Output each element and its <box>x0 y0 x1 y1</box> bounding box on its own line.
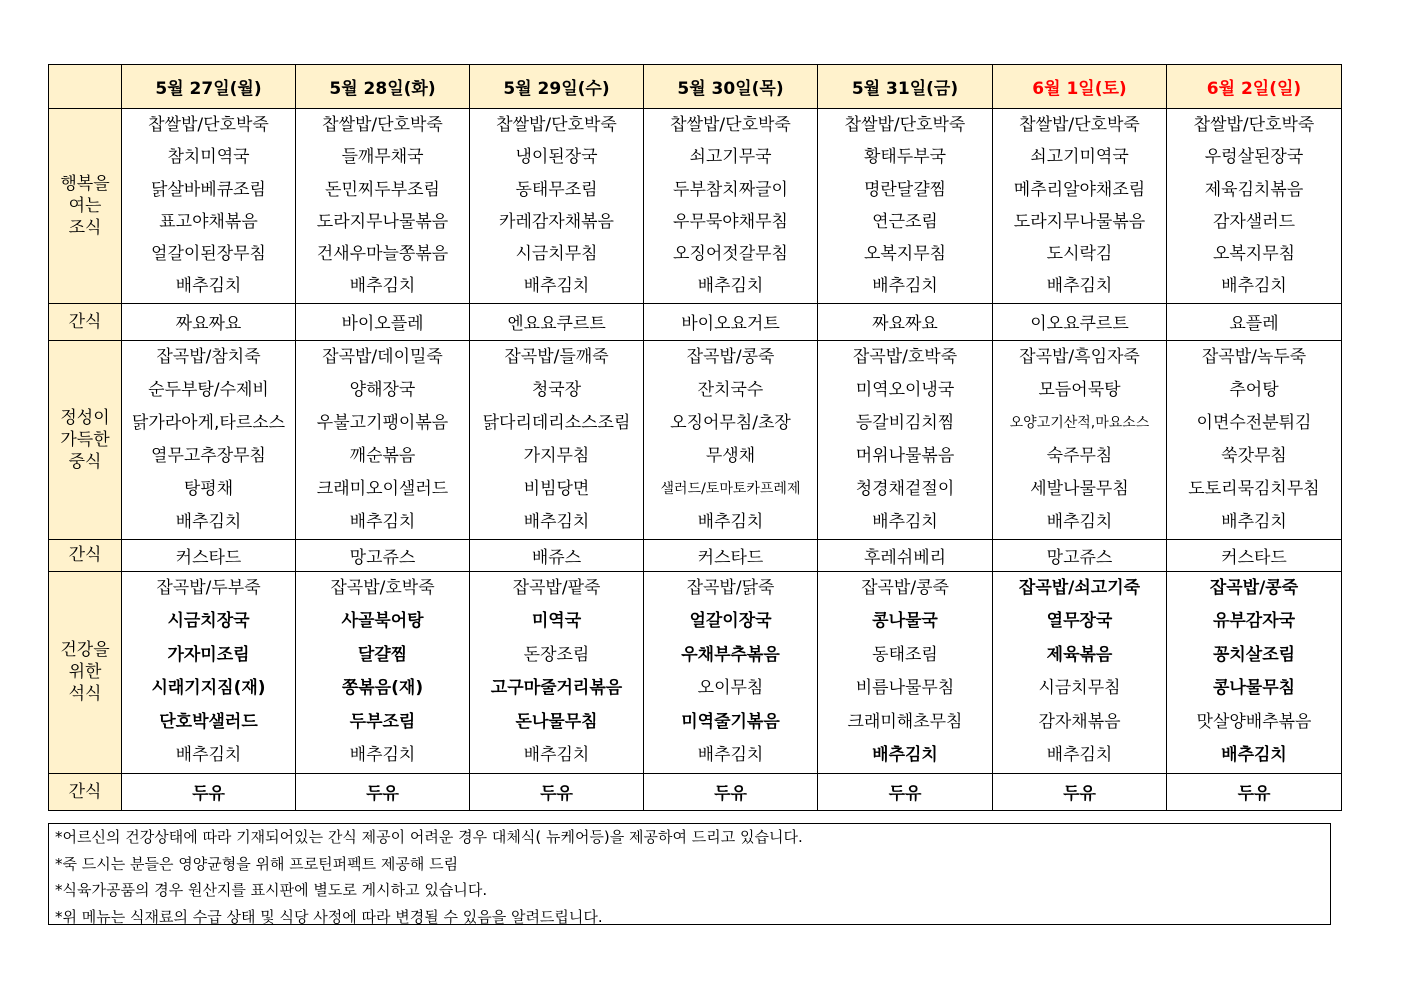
menu-item: 찹쌀밥/단호박죽 <box>148 115 269 135</box>
note-line: *식육가공품의 경우 원산지를 표시판에 별도로 게시하고 있습니다. <box>55 881 488 899</box>
menu-item: 찹쌀밥/단호박죽 <box>670 115 791 135</box>
menu-item: 깨순볶음 <box>349 445 416 466</box>
menu-item: 양해장국 <box>349 379 416 400</box>
menu-item: 잡곡밥/호박죽 <box>330 577 435 598</box>
dinner-cell <box>122 571 296 773</box>
menu-item: 배추김치 <box>349 745 416 766</box>
menu-item: 제육김치볶음 <box>1204 179 1304 200</box>
menu-item: 크래미오이샐러드 <box>316 478 449 499</box>
snack-cell: 이오요쿠르트 <box>993 303 1167 340</box>
menu-item: 도시락김 <box>1046 244 1113 265</box>
snack-cell: 요플레 <box>1167 303 1342 340</box>
dinner-cell <box>818 571 993 773</box>
menu-item: 세발나물무침 <box>1030 478 1129 499</box>
menu-item: 비빔당면 <box>523 478 590 499</box>
menu-item: 시금치무침 <box>1038 678 1121 699</box>
menu-item: 잡곡밥/데이밀죽 <box>322 346 443 367</box>
menu-item: 열무장국 <box>1046 611 1113 632</box>
morning-snack-row <box>49 303 1342 340</box>
breakfast-cell <box>993 109 1167 304</box>
menu-item: 비름나물무침 <box>855 678 955 699</box>
menu-item: 명란달걀찜 <box>863 179 947 200</box>
menu-item: 배추김치 <box>1046 745 1113 766</box>
lunch-row <box>49 340 1342 539</box>
dinner-row <box>49 571 1342 773</box>
menu-item: 돈민찌두부조림 <box>325 179 440 200</box>
menu-item: 도토리묵김치무침 <box>1188 478 1320 499</box>
day-header: 5월 28일(화) <box>296 65 470 109</box>
menu-item: 순두부탕/수제비 <box>148 379 269 400</box>
menu-item: 배추김치 <box>872 511 938 532</box>
menu-item: 유부감자국 <box>1212 611 1296 632</box>
menu-item: 쑥갓무침 <box>1221 445 1287 466</box>
menu-item: 이면수전분튀김 <box>1196 412 1312 433</box>
dinner-cell <box>1167 571 1342 773</box>
snack-label: 간식 <box>49 539 122 571</box>
menu-item: 감자샐러드 <box>1212 211 1296 232</box>
day-header-weekend: 6월 2일(일) <box>1167 65 1342 109</box>
menu-item: 무생채 <box>705 445 756 466</box>
dinner-label <box>49 571 122 773</box>
menu-item: 시금치장국 <box>167 611 250 632</box>
snack-cell: 짜요짜요 <box>818 303 993 340</box>
menu-item: 참치미역국 <box>167 147 250 168</box>
menu-item: 잡곡밥/참치죽 <box>156 346 261 367</box>
day-header: 5월 29일(수) <box>470 65 644 109</box>
menu-item: 표고야채볶음 <box>159 211 258 232</box>
menu-item: 숙주무침 <box>1046 445 1113 466</box>
menu-item: 배추김치 <box>175 745 242 766</box>
snack-cell: 망고쥬스 <box>993 539 1167 571</box>
lunch-cell <box>818 340 993 539</box>
menu-item: 오복지무침 <box>863 244 947 265</box>
breakfast-row <box>49 109 1342 304</box>
menu-item: 오징어무침/초장 <box>670 412 791 433</box>
menu-item: 탕평채 <box>183 478 234 499</box>
menu-item: 추어탕 <box>1229 379 1279 400</box>
dinner-cell <box>470 571 644 773</box>
note-line: *죽 드시는 분들은 영양균형을 위해 프로틴퍼펙트 제공해 드림 <box>55 854 459 873</box>
snack-label: 간식 <box>49 773 122 810</box>
menu-item: 배추김치 <box>523 276 590 297</box>
menu-item: 닭살바베큐조림 <box>151 179 266 200</box>
meal-label-text: 정성이 가득한 중식 <box>60 407 110 472</box>
snack-cell: 엔요요쿠르트 <box>470 303 644 340</box>
menu-item: 찹쌀밥/단호박죽 <box>1193 115 1315 135</box>
menu-item: 배추김치 <box>872 745 938 766</box>
menu-item: 잡곡밥/팥죽 <box>512 577 601 598</box>
menu-item: 오징어젓갈무침 <box>673 244 788 265</box>
menu-item: 찹쌀밥/단호박죽 <box>844 115 966 135</box>
lunch-cell <box>296 340 470 539</box>
lunch-cell <box>470 340 644 539</box>
snack-cell: 두유 <box>818 773 993 810</box>
snack-cell: 망고쥬스 <box>296 539 470 571</box>
menu-item: 쇠고기무국 <box>689 147 772 168</box>
breakfast-label <box>49 109 122 304</box>
menu-item: 단호박샐러드 <box>159 711 258 732</box>
menu-item: 찹쌀밥/단호박죽 <box>496 115 617 135</box>
menu-item: 도라지무나물볶음 <box>1013 211 1146 232</box>
snack-cell: 커스타드 <box>1167 539 1342 571</box>
menu-item: 미역국 <box>531 611 582 632</box>
menu-item: 얼갈이장국 <box>689 611 772 632</box>
menu-item: 들깨무채국 <box>341 147 424 168</box>
menu-item: 두부조림 <box>349 711 416 732</box>
menu-item: 오이무침 <box>697 678 764 699</box>
menu-item: 제육볶음 <box>1046 644 1113 665</box>
menu-item: 황태두부국 <box>863 147 947 168</box>
menu-item: 배추김치 <box>523 745 590 766</box>
menu-item: 청경채겉절이 <box>855 478 955 499</box>
snack-cell: 바이오요거트 <box>644 303 818 340</box>
menu-item: 배추김치 <box>1046 511 1113 532</box>
menu-item: 도라지무나물볶음 <box>316 211 449 232</box>
menu-item: 모듬어묵탕 <box>1038 379 1121 400</box>
menu-item: 배추김치 <box>175 511 242 532</box>
breakfast-cell <box>1167 109 1342 304</box>
snack-cell: 커스타드 <box>644 539 818 571</box>
menu-item: 동태조림 <box>872 644 938 665</box>
menu-item: 우렁살된장국 <box>1204 147 1304 168</box>
menu-item: 잡곡밥/들깨죽 <box>504 346 609 367</box>
snack-cell: 두유 <box>470 773 644 810</box>
menu-item: 미역오이냉국 <box>855 379 955 400</box>
menu-item: 배추김치 <box>175 276 242 297</box>
menu-item: 배추김치 <box>1221 745 1287 766</box>
menu-item: 잡곡밥/콩죽 <box>861 577 949 598</box>
menu-item: 얼갈이된장무침 <box>151 244 266 265</box>
menu-item: 감자채볶음 <box>1038 711 1121 732</box>
breakfast-cell <box>644 109 818 304</box>
menu-item: 콩나물무침 <box>1212 678 1296 699</box>
day-header: 5월 30일(목) <box>644 65 818 109</box>
menu-item: 돈장조림 <box>523 644 590 665</box>
menu-item: 잡곡밥/두부죽 <box>156 577 261 598</box>
menu-item: 가자미조림 <box>167 644 250 665</box>
snack-cell: 배쥬스 <box>470 539 644 571</box>
dinner-cell <box>993 571 1167 773</box>
lunch-label <box>49 340 122 539</box>
menu-item: 샐러드/토마토카프레제 <box>660 480 801 497</box>
menu-item: 쇠고기미역국 <box>1030 147 1129 168</box>
menu-item: 찹쌀밥/단호박죽 <box>322 115 443 135</box>
breakfast-cell <box>470 109 644 304</box>
menu-item: 잡곡밥/흑임자죽 <box>1019 346 1140 367</box>
menu-item: 두부참치짜글이 <box>673 179 788 200</box>
day-header: 5월 31일(금) <box>818 65 993 109</box>
menu-item: 잡곡밥/호박죽 <box>852 346 958 367</box>
menu-item: 시래기지짐(재) <box>151 678 266 699</box>
lunch-cell <box>644 340 818 539</box>
menu-item: 찹쌀밥/단호박죽 <box>1019 115 1140 135</box>
menu-item: 시금치무침 <box>515 244 598 265</box>
menu-item: 연근조림 <box>872 211 938 232</box>
menu-item: 배추김치 <box>1046 276 1113 297</box>
menu-item: 메추리알야채조림 <box>1013 179 1146 200</box>
menu-item: 배추김치 <box>349 276 416 297</box>
menu-item: 배추김치 <box>349 511 416 532</box>
snack-cell: 두유 <box>644 773 818 810</box>
notes-box <box>48 823 1331 925</box>
menu-item: 오복지무침 <box>1212 244 1296 265</box>
menu-item: 배추김치 <box>523 511 590 532</box>
menu-item: 크래미해초무침 <box>847 711 963 732</box>
snack-cell: 바이오플레 <box>296 303 470 340</box>
lunch-cell <box>122 340 296 539</box>
snack-cell: 커스타드 <box>122 539 296 571</box>
menu-item: 우불고기팽이볶음 <box>316 412 449 433</box>
menu-item: 가지무침 <box>523 445 590 466</box>
menu-item: 미역줄기볶음 <box>681 711 780 732</box>
snack-cell: 두유 <box>993 773 1167 810</box>
dinner-cell <box>296 571 470 773</box>
menu-item: 잡곡밥/쇠고기죽 <box>1018 577 1141 598</box>
menu-item: 맛살양배추볶음 <box>1196 711 1312 732</box>
menu-item: 배추김치 <box>1221 276 1287 297</box>
menu-item: 열무고추장무침 <box>151 445 266 466</box>
menu-item: 닭가라아게,타르소스 <box>131 412 286 433</box>
menu-item: 배추김치 <box>1221 511 1287 532</box>
lunch-cell <box>1167 340 1342 539</box>
menu-item: 머위나물볶음 <box>855 445 955 466</box>
menu-item: 냉이된장국 <box>515 147 598 168</box>
date-header-row <box>49 65 1342 109</box>
dinner-cell <box>644 571 818 773</box>
menu-item: 잡곡밥/콩죽 <box>686 346 775 367</box>
menu-item: 건새우마늘쫑볶음 <box>316 244 449 265</box>
menu-item: 닭다리데리소스조림 <box>482 412 631 433</box>
menu-item: 배추김치 <box>697 276 764 297</box>
menu-item: 배추김치 <box>872 276 938 297</box>
menu-item: 배추김치 <box>697 745 764 766</box>
menu-item: 돈나물무침 <box>515 711 598 732</box>
lunch-cell <box>993 340 1167 539</box>
weekly-menu-table <box>48 64 1342 811</box>
header-corner <box>49 65 122 109</box>
menu-item: 고구마줄거리볶음 <box>490 678 623 699</box>
menu-item: 달걀찜 <box>357 644 408 665</box>
meal-label-text: 행복을 여는 조식 <box>60 173 110 238</box>
meal-label-text: 건강을 위한 석식 <box>60 640 110 705</box>
menu-item: 잡곡밥/콩죽 <box>1209 577 1299 598</box>
snack-cell: 두유 <box>296 773 470 810</box>
afternoon-snack-row <box>49 539 1342 571</box>
menu-item: 우채부추볶음 <box>681 644 780 665</box>
snack-cell: 두유 <box>122 773 296 810</box>
breakfast-cell <box>296 109 470 304</box>
menu-item: 쫑볶음(재) <box>341 678 424 699</box>
menu-item: 카레감자채볶음 <box>499 211 614 232</box>
note-line: *위 메뉴는 식재료의 수급 상태 및 식당 사정에 따라 변경될 수 있음을 알려드립니다. <box>55 907 603 926</box>
note-line: *어르신의 건강상태에 따라 기재되어있는 간식 제공이 어려운 경우 대체식( 뉴케어등)을 제공하여 드리고 있습니다. <box>55 828 803 846</box>
menu-item: 잔치국수 <box>697 379 764 400</box>
menu-item: 꽁치살조림 <box>1212 644 1296 665</box>
menu-item: 우무묵야채무침 <box>673 211 788 232</box>
snack-cell: 두유 <box>1167 773 1342 810</box>
snack-cell: 짜요짜요 <box>122 303 296 340</box>
snack-label: 간식 <box>49 303 122 340</box>
menu-item: 사골북어탕 <box>341 611 424 632</box>
menu-item: 등갈비김치찜 <box>855 412 955 433</box>
day-header-weekend: 6월 1일(토) <box>993 65 1167 109</box>
menu-item: 동태무조림 <box>515 179 598 200</box>
breakfast-cell <box>818 109 993 304</box>
day-header: 5월 27일(월) <box>122 65 296 109</box>
breakfast-cell <box>122 109 296 304</box>
snack-cell: 후레쉬베리 <box>818 539 993 571</box>
menu-item: 청국장 <box>531 379 582 400</box>
menu-item: 잡곡밥/닭죽 <box>686 577 775 598</box>
menu-item: 오양고기산적,마요소스 <box>1009 414 1150 431</box>
menu-item: 잡곡밥/녹두죽 <box>1201 346 1307 367</box>
menu-item: 콩나물국 <box>872 611 938 632</box>
evening-snack-row <box>49 773 1342 810</box>
menu-item: 배추김치 <box>697 511 764 532</box>
